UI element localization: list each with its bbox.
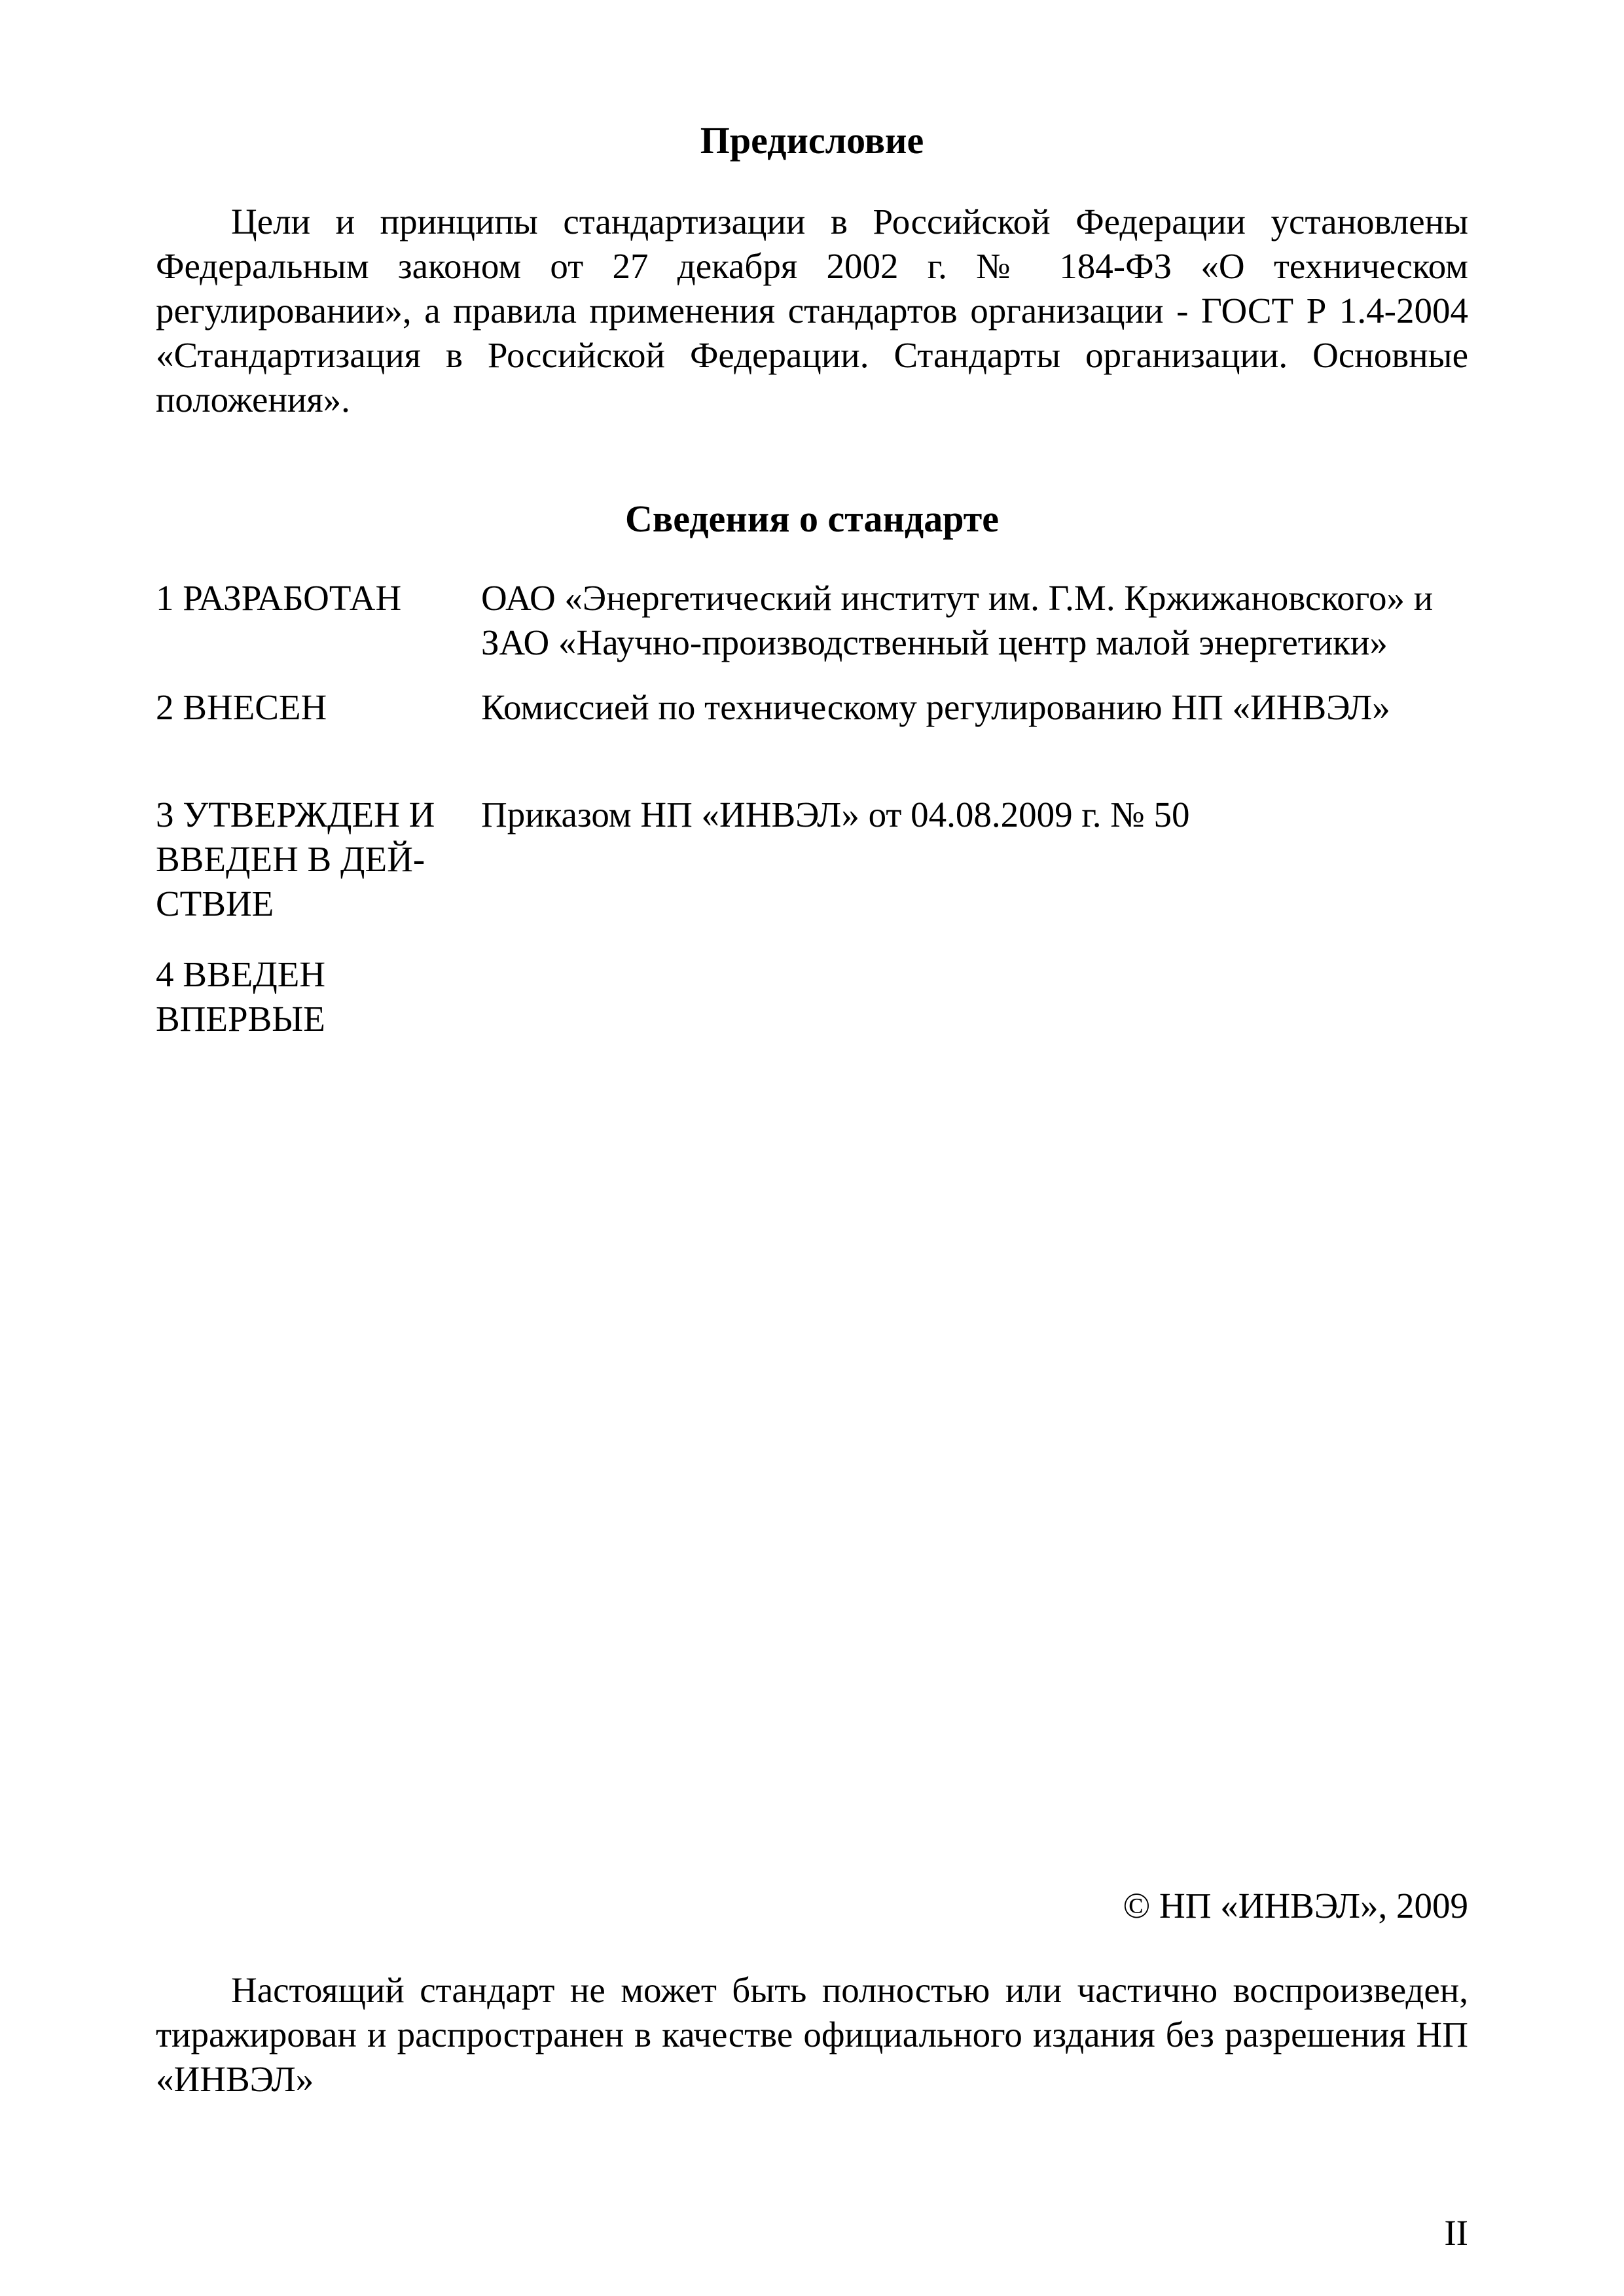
info-value: Приказом НП «ИНВЭЛ» от 04.08.2009 г. № 50 xyxy=(481,795,1190,834)
info-label: 4 ВВЕДЕН ВПЕРВЫЕ xyxy=(156,954,326,1039)
info-label: 1 РАЗРАБОТАН xyxy=(156,578,402,618)
foreword-paragraph: Цели и принципы стандартизации в Российской Федерации установлены Федеральным законом от 27 декабря 2002 г. № 184-ФЗ «О техническом регулировании», а правила применения стандартов организации - ГОСТ Р 1.4-2004 «Стандартизация в Российской Федерации. Стандарты организации. Основные положения». xyxy=(156,202,1468,420)
foreword-title: Предисловие xyxy=(700,119,924,162)
standard-info-title: Сведения о стандарте xyxy=(625,497,999,540)
info-value: Комиссией по техническому регулированию НП «ИНВЭЛ» xyxy=(481,687,1390,727)
info-label: 3 УТВЕРЖДЕН И ВВЕДЕН В ДЕЙ- СТВИЕ xyxy=(156,795,435,924)
info-label: 2 ВНЕСЕН xyxy=(156,687,327,727)
copyright-line: © НП «ИНВЭЛ», 2009 xyxy=(1123,1886,1468,1926)
info-value: ОАО «Энергетический институт им. Г.М. Кржижановского» и ЗАО «Научно-производственный центр малой энергетики» xyxy=(481,578,1434,662)
page-number: II xyxy=(1444,2213,1468,2253)
reproduction-notice: Настоящий стандарт не может быть полностью или частично воспроизведен, тиражирован и распространен в качестве официального издания без разрешения НП «ИНВЭЛ» xyxy=(156,1970,1468,2099)
